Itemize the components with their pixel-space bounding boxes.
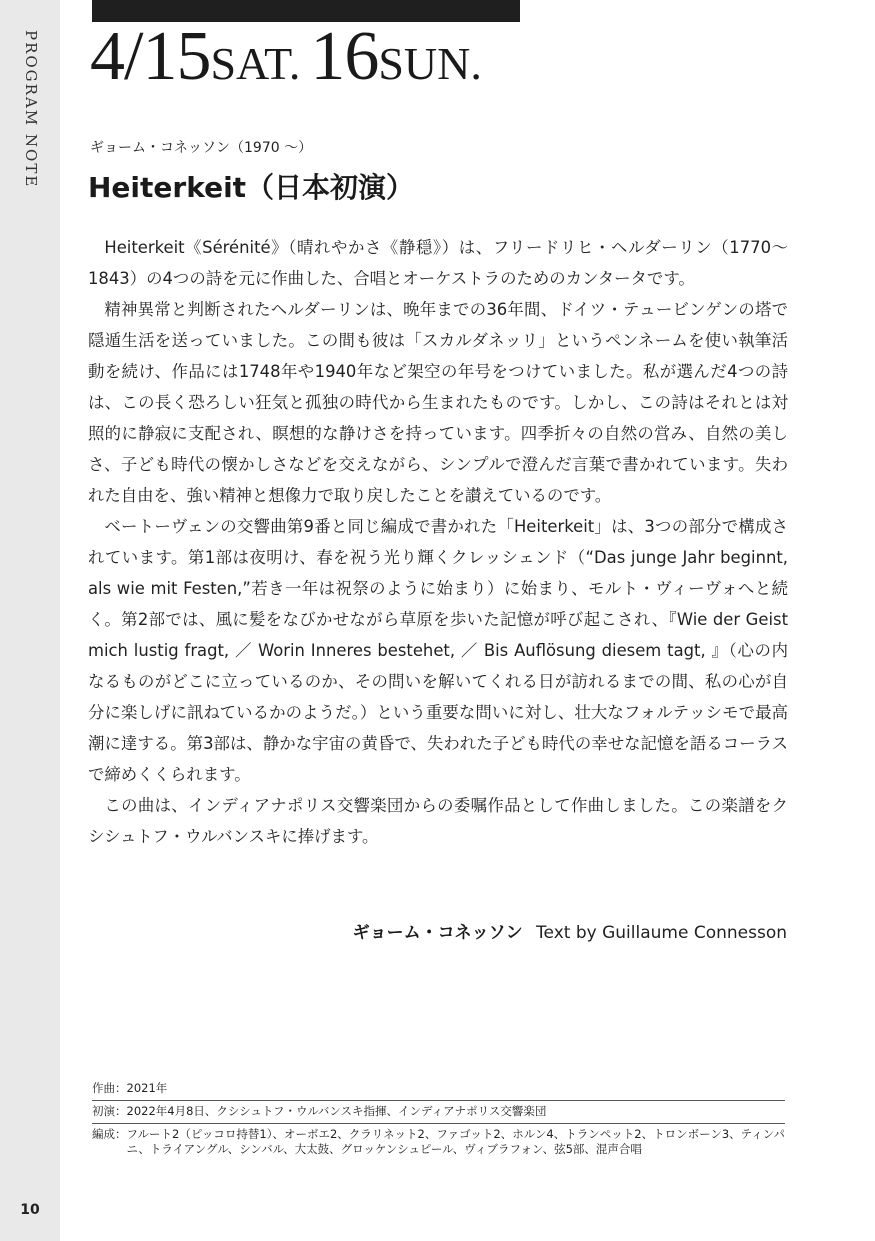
program-note-body bbox=[88, 232, 788, 852]
sidebar bbox=[0, 0, 60, 1241]
section-label: PROGRAM NOTE bbox=[22, 30, 40, 189]
info-value: フルート2（ピッコロ持替1）、オーボエ2、クラリネット2、ファゴット2、ホルン4、トランペット2、トロンボーン3、ティンパニ、トライアングル、シンバル、大太鼓、グロッケンシュピール、ヴィブラフォン、弦5部、混声合唱 bbox=[126, 1127, 785, 1156]
date-first: 4/15 bbox=[90, 18, 211, 95]
paragraph: ベートーヴェンの交響曲第9番と同じ編成で書かれた「Heiterkeit」は、3つの部分で構成されています。第1部は夜明け、春を祝う光り輝くクレッシェンド（“Das junge Jahr beginnt, als wie mit Festen,”若き一年は祝祭のように始まり）に始まり、モルト・ヴィーヴォへと続く。第2部では、風に髪をなびかせながら草原を歩いた記憶が呼び起こされ、『Wie der Geist mich lustig fragt, ／ Worin Inneres bestehet, ／ Bis Auflösung diesem tagt, 』（心の内なるものがどこに立っているのか、その問いを解いてくれる日が訪れるまでの間、私の心が自分に楽しげに訊ねているかのようだ。）という重要な問いに対し、壮大なフォルテッシモで最高潮に達する。第3部は、静かな宇宙の黄昏で、失われた子ども時代の幸せな記憶を語るコーラスで締めくくられます。 bbox=[88, 517, 788, 784]
author-credit bbox=[353, 918, 787, 943]
info-label: 作曲： bbox=[92, 1081, 127, 1095]
composer-line: ギョーム・コネッソン（1970 〜） bbox=[90, 140, 313, 156]
paragraph: この曲は、インディアナポリス交響楽団からの委嘱作品として作曲しました。この楽譜をクシシュトフ・ウルバンスキに捧げます。 bbox=[88, 796, 788, 846]
day-second: SUN. bbox=[378, 38, 482, 89]
info-label: 初演： bbox=[92, 1104, 127, 1118]
info-value: 2021年 bbox=[126, 1081, 168, 1095]
info-value: 2022年4月8日、クシシュトフ・ウルバンスキ指揮、インディアナポリス交響楽団 bbox=[126, 1104, 547, 1118]
info-row-premiere bbox=[92, 1100, 785, 1123]
info-label: 編成： bbox=[92, 1127, 127, 1141]
info-row-instrumentation bbox=[92, 1123, 785, 1161]
date-second: 16 bbox=[310, 18, 379, 95]
page-number: 10 bbox=[20, 1202, 40, 1218]
credit-english: Text by Guillaume Connesson bbox=[536, 923, 787, 943]
credit-japanese: ギョーム・コネッソン bbox=[352, 923, 523, 943]
day-first: SAT. bbox=[210, 38, 301, 89]
info-row-composed bbox=[92, 1078, 785, 1100]
concert-date bbox=[90, 18, 492, 95]
paragraph: Heiterkeit《Sérénité》（晴れやかさ《静穏》）は、フリードリヒ・ヘルダーリン（1770〜1843）の4つの詩を元に作曲した、合唱とオーケストラのためのカンタータです。 bbox=[88, 238, 788, 288]
work-title: Heiterkeit（日本初演） bbox=[88, 171, 415, 204]
paragraph: 精神異常と判断されたヘルダーリンは、晩年までの36年間、ドイツ・テュービンゲンの塔で隠遁生活を送っていました。この間も彼は「スカルダネッリ」というペンネームを使い執筆活動を続け、作品には1748年や1940年など架空の年号をつけていました。私が選んだ4つの詩は、この長く恐ろしい狂気と孤独の時代から生まれたものです。しかし、この詩はそれとは対照的に静寂に支配され、瞑想的な静けさを持っています。四季折々の自然の営み、自然の美しさ、子ども時代の懐かしさなどを交えながら、シンプルで澄んだ言葉で書かれています。失われた自由を、強い精神と想像力で取り戻したことを讃えているのです。 bbox=[88, 300, 788, 505]
work-info-table bbox=[92, 1078, 785, 1161]
